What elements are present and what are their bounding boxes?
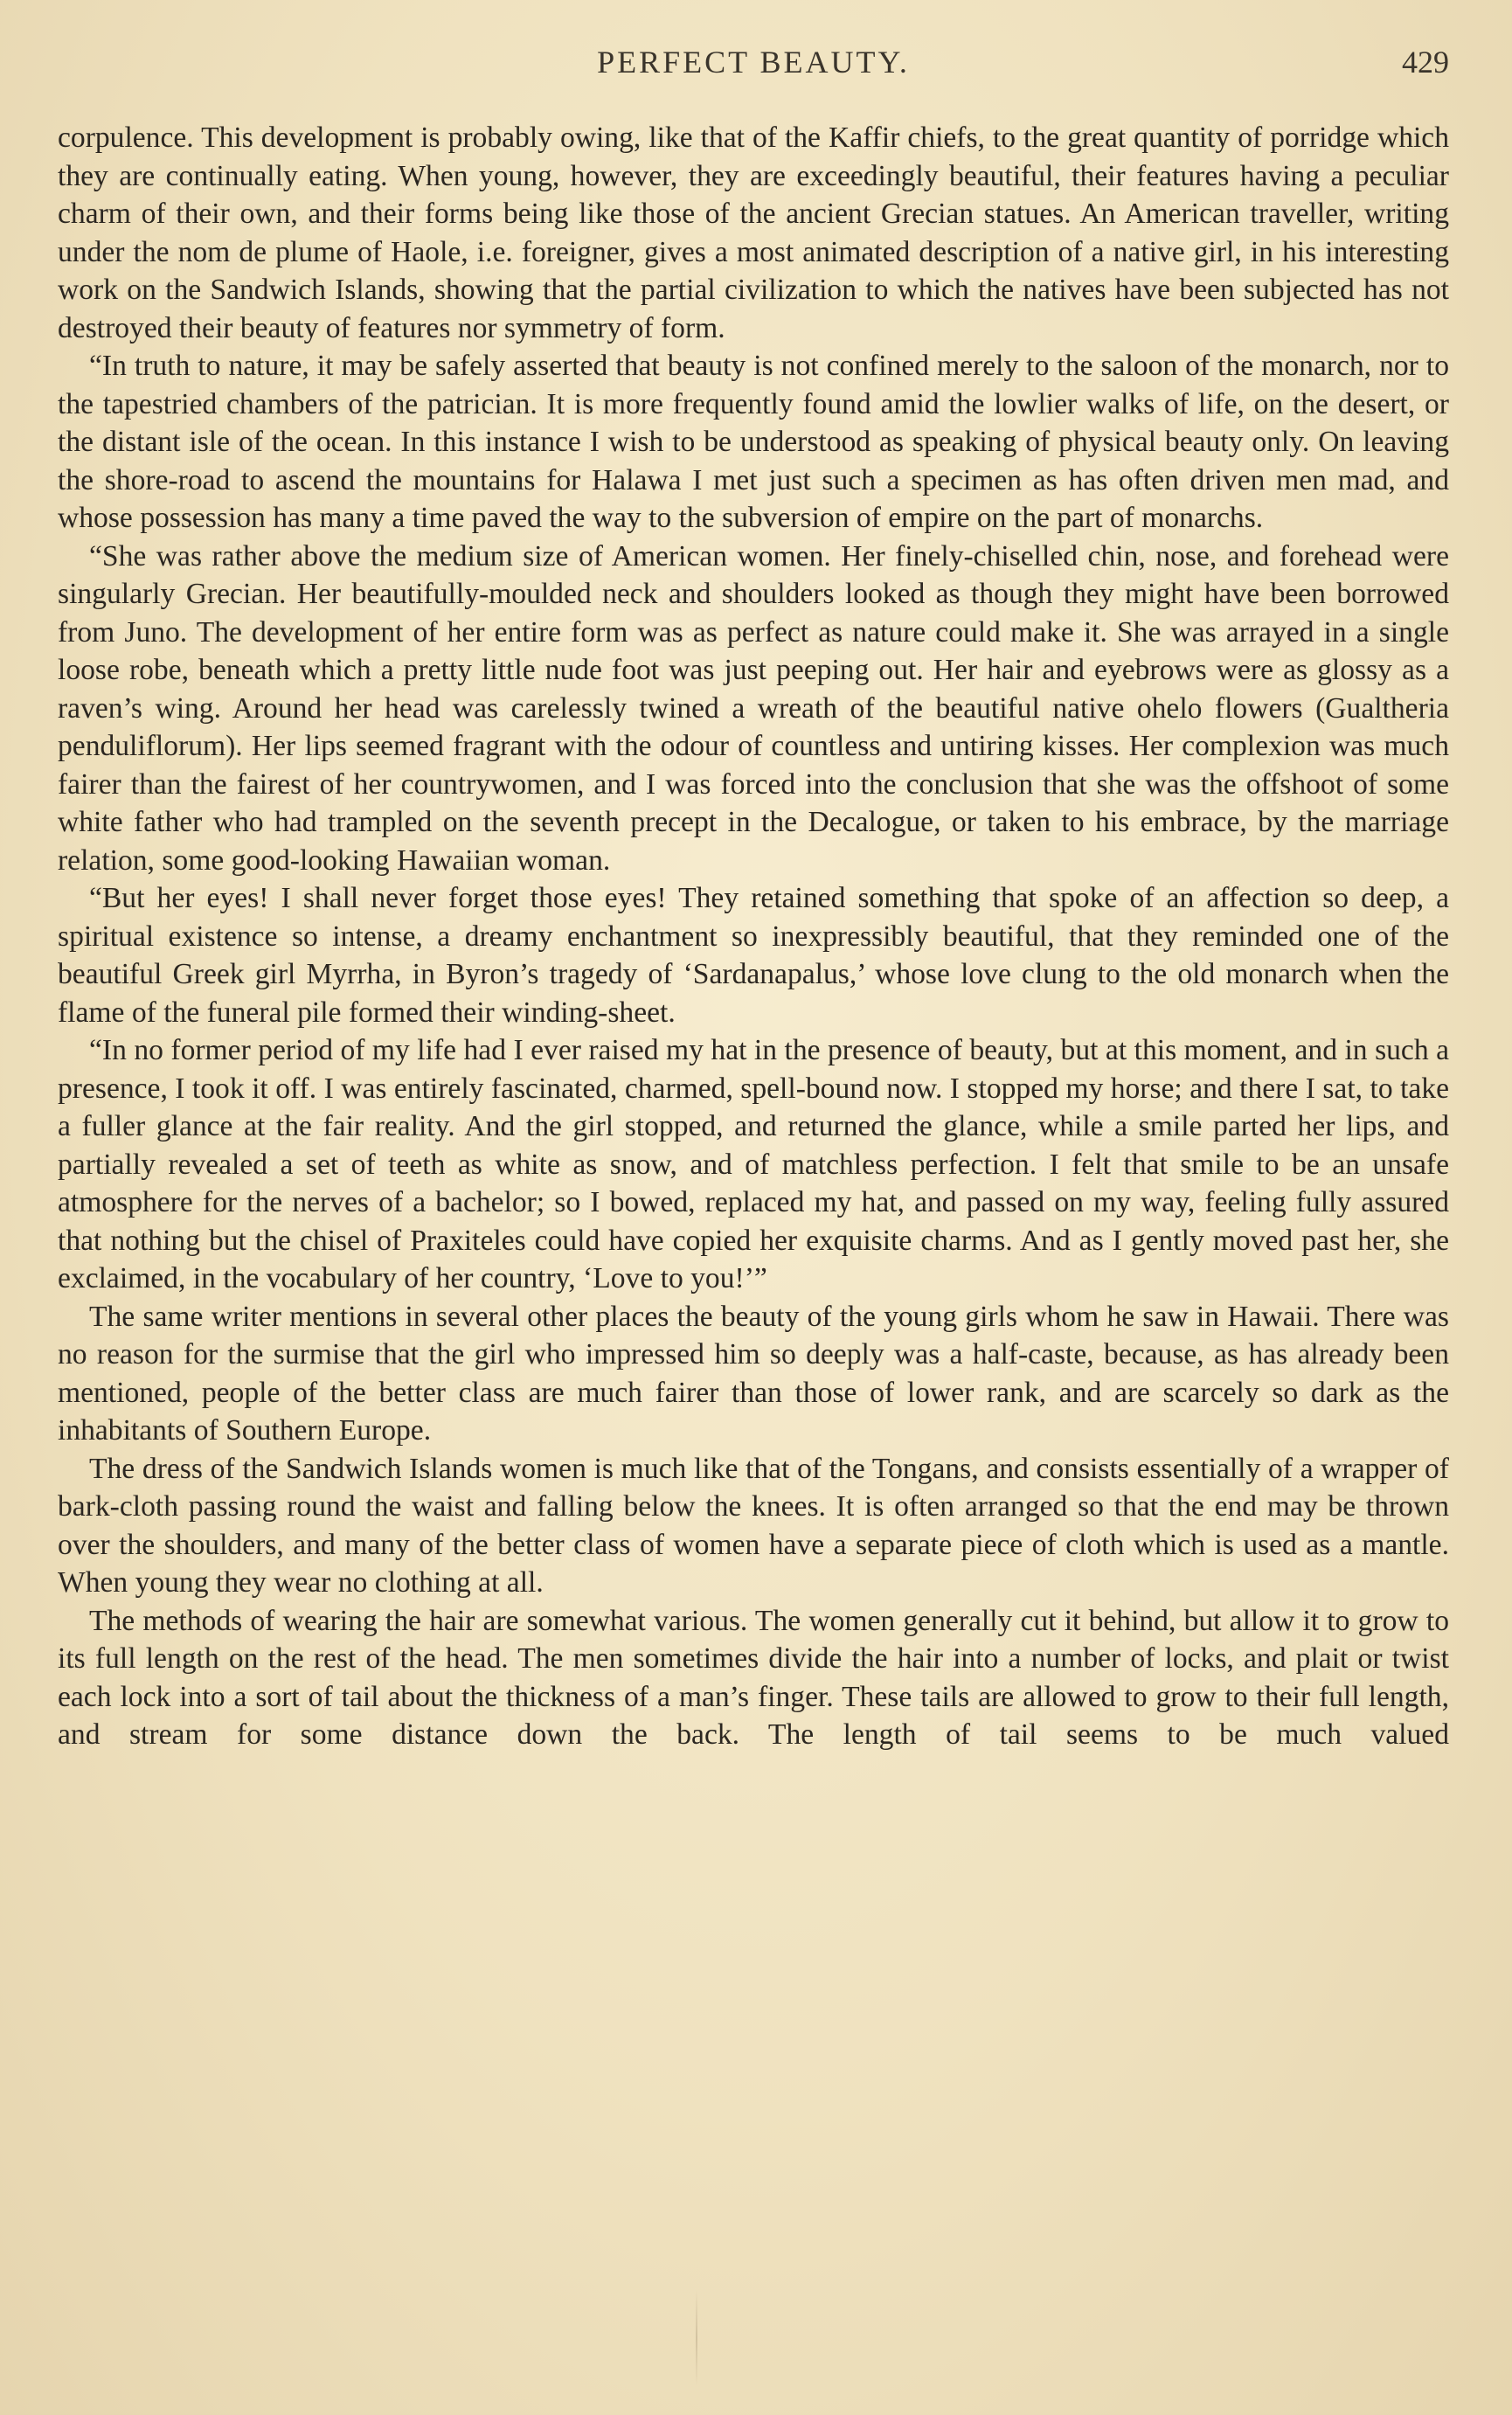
page-number: 429 [1402,45,1449,80]
paragraph-4: “But her eyes! I shall never forget those eyes! They retained something that spoke of an affection so deep, a spiritual existence so intense, a dreamy enchantment so inexpressibly beautiful, that they reminded one of the beautiful Greek girl Myrrha, in Byron’s tragedy of ‘Sardanapalus,’ whose love clung to the old monarch when the flame of the funeral pile formed their winding-sheet. [58,882,1449,1029]
body-text [58,119,1449,1754]
paragraph-7: The dress of the Sandwich Islands women is much like that of the Tongans, and consists essentially of a wrapper of bark-cloth passing round the waist and falling below the knees. It is often arranged so that the end may be thrown over the shoulders, and many of the better class of women have a separate piece of cloth which is used as a mantle. When young they wear no clothing at all. [58,1452,1449,1599]
paragraph-2: “In truth to nature, it may be safely asserted that beauty is not confined merely to the saloon of the monarch, nor to the tapestried chambers of the patrician. It is more frequently found amid the lowlier walks of life, on the desert, or the distant isle of the ocean. In this instance I wish to be understood as speaking of physical beauty only. On leaving the shore-road to ascend the mountains for Halawa I met just such a specimen as has often driven men mad, and whose possession has many a time paved the way to the subversion of empire on the part of monarchs. [58,350,1449,534]
running-head: PERFECT BEAUTY. [597,45,910,80]
paragraph-3: “She was rather above the medium size of American women. Her finely-chiselled chin, nose, and forehead were singularly Grecian. Her beautifully-moulded neck and shoulders looked as though they might have been borrowed from Juno. The development of her entire form was as perfect as nature could make it. She was arrayed in a single loose robe, beneath which a pretty little nude foot was just peeping out. Her hair and eyebrows were as glossy as a raven’s wing. Around her head was carelessly twined a wreath of the beautiful native ohelo flowers (Gualtheria penduliflorum). Her lips seemed fragrant with the odour of countless and untiring kisses. Her complexion was much fairer than the fairest of her countrywomen, and I was forced into the conclusion that she was the offshoot of some white father who had trampled on the seventh precept in the Decalogue, or taken to his embrace, by the marriage relation, some good-looking Hawaiian woman. [58,539,1449,877]
paragraph-8: The methods of wearing the hair are somewhat various. The women generally cut it behind, but allow it to grow to its full length on the rest of the head. The men sometimes divide the hair into a number of locks, and plait or twist each lock into a sort of tail about the thickness of a man’s finger. These tails are allowed to grow to their full length, and stream for some distance down the back. The length of tail seems to be much valued [58,1604,1449,1751]
paragraph-1: corpulence. This development is probably owing, like that of the Kaffir chiefs, to the great quantity of porridge which they are continually eating. When young, however, they are exceedingly beautiful, their features having a peculiar charm of their own, and their forms being like those of the ancient Grecian statues. An American traveller, writing under the nom de plume of Haole, i.e. foreigner, gives a most animated description of a native girl, in his interesting work on the Sandwich Islands, showing that the partial civilization to which the natives have been subjected has not destroyed their beauty of features nor symmetry of form. [58,121,1449,344]
paper-crease [696,2290,697,2386]
paragraph-6: The same writer mentions in several other places the beauty of the young girls whom he saw in Hawaii. There was no reason for the surmise that the girl who impressed him so deeply was a half-caste, because, as has already been mentioned, people of the better class are much fairer than those of lower rank, and are scarcely so dark as the inhabitants of Southern Europe. [58,1300,1449,1447]
paragraph-5: “In no former period of my life had I ever raised my hat in the presence of beauty, but at this moment, and in such a presence, I took it off. I was entirely fascinated, charmed, spell-bound now. I stopped my horse; and there I sat, to take a fuller glance at the fair reality. And the girl stopped, and returned the glance, while a smile parted her lips, and partially revealed a set of teeth as white as snow, and of matchless perfection. I felt that smile to be an unsafe atmosphere for the nerves of a bachelor; so I bowed, replaced my hat, and passed on my way, feeling fully assured that nothing but the chisel of Praxiteles could have copied her exquisite charms. And as I gently moved past her, she exclaimed, in the vocabulary of her country, ‘Love to you!’” [58,1034,1449,1294]
page-header [58,44,1449,87]
